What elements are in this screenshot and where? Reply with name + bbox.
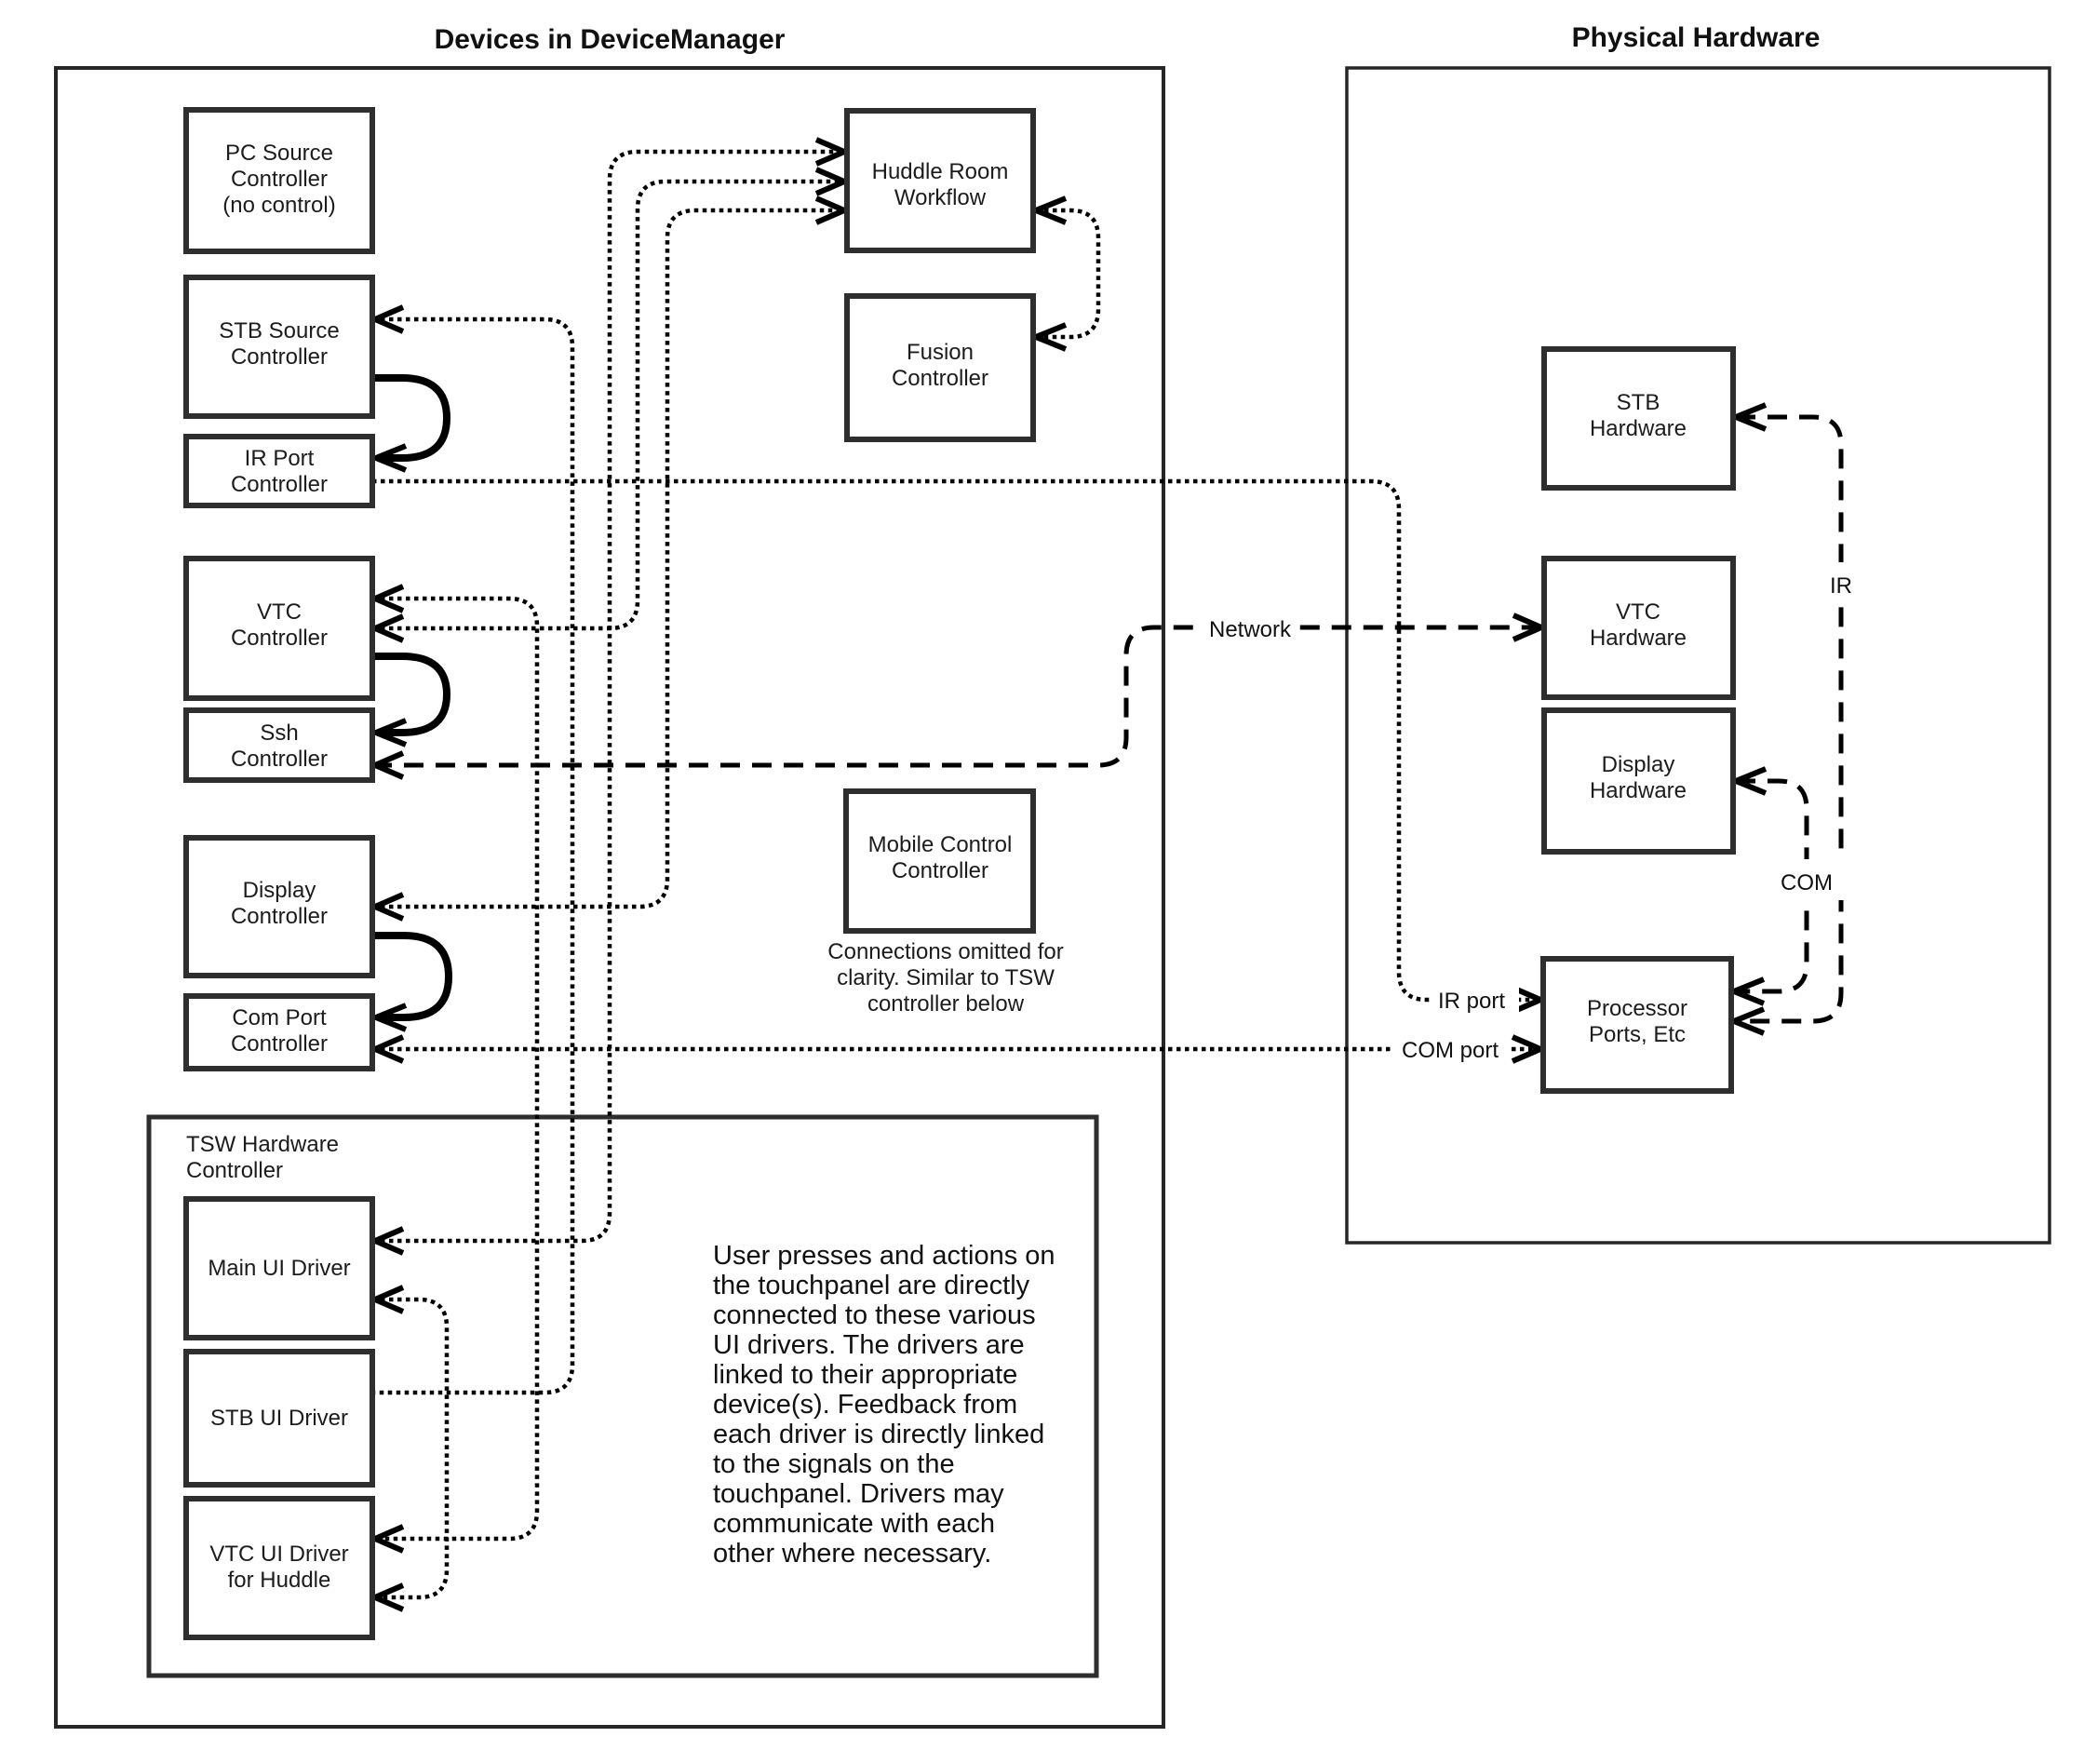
huddle-label-line1: Huddle Room [871, 159, 1009, 184]
stb-hardware-label-line2: Hardware [1589, 416, 1687, 441]
com-port-controller-label-line1: Com Port [232, 1005, 327, 1030]
connector-display-hardware-to-processor-com [1734, 769, 1844, 1003]
pc-source-controller-box [186, 110, 372, 251]
mobile-note-line3: controller below [867, 991, 1025, 1017]
tsw-label-line1: TSW Hardware [186, 1132, 340, 1157]
com-port-controller-label-line2: Controller [230, 1031, 329, 1057]
stb-ui-driver-label: STB UI Driver [209, 1406, 349, 1431]
stb-hardware-box [1544, 349, 1733, 488]
connector-vtc-to-ssh [372, 656, 447, 745]
vtc-hardware-box [1544, 559, 1733, 697]
connector-stb-source-to-ir-port [372, 378, 447, 470]
display-hardware-label-line2: Hardware [1589, 778, 1687, 803]
vtc-ui-driver-label-line2: for Huddle [227, 1568, 331, 1593]
tsw-label-line2: Controller [186, 1158, 284, 1183]
connector-ssh-to-vtc-hardware-network [372, 609, 1541, 777]
processor-label-line1: Processor [1586, 996, 1688, 1021]
processor-ports-box [1543, 959, 1731, 1091]
vtc-ui-driver-box [186, 1499, 372, 1637]
ir-port-controller-label-line2: Controller [230, 472, 329, 497]
tsw-note-line3: connected to these various [713, 1300, 1036, 1330]
vtc-hardware-label-line1: VTC [1616, 599, 1660, 625]
tsw-note-line6: device(s). Feedback from [713, 1390, 1018, 1420]
tsw-note-paragraph [713, 1241, 1055, 1569]
connector-stb-hardware-to-processor-ir [1734, 405, 1865, 1033]
ir-port-controller-label-line1: IR Port [244, 446, 315, 471]
display-controller-label-line1: Display [242, 878, 316, 903]
main-ui-driver-box [186, 1199, 372, 1338]
display-hardware-label-line1: Display [1601, 752, 1675, 777]
mobile-note-line2: clarity. Similar to TSW [837, 965, 1055, 990]
vtc-ui-driver-label-line1: VTC UI Driver [209, 1542, 349, 1567]
devices-title: Devices in DeviceManager [434, 24, 786, 55]
pc-source-label-line2: Controller [230, 167, 329, 192]
mobile-label-line1: Mobile Control [867, 832, 1013, 857]
mobile-note-line1: Connections omitted for [827, 939, 1064, 964]
connector-ir-port-to-processor [372, 481, 1540, 1017]
stb-hardware-label-line1: STB [1616, 390, 1660, 415]
huddle-room-workflow-box [847, 111, 1033, 250]
vtc-controller-label-line2: Controller [230, 626, 329, 651]
tsw-note-line11: other where necessary. [713, 1539, 992, 1569]
ir-port-label: IR port [1438, 989, 1506, 1014]
stb-ui-driver-box [186, 1352, 372, 1485]
stb-source-controller-box [186, 277, 372, 416]
main-ui-driver-label: Main UI Driver [208, 1256, 351, 1281]
vtc-controller-box [186, 559, 372, 698]
connector-display-to-com-port [372, 936, 449, 1030]
fusion-controller-box [847, 296, 1033, 439]
tsw-note-line8: to the signals on the [713, 1449, 955, 1479]
ssh-controller-label-line2: Controller [230, 747, 329, 772]
ssh-controller-box [186, 710, 372, 780]
com-label: COM [1781, 870, 1833, 895]
tsw-note-line4: UI drivers. The drivers are [713, 1330, 1025, 1360]
tsw-note-line2: the touchpanel are directly [713, 1271, 1030, 1300]
stb-source-label-line1: STB Source [219, 318, 340, 343]
fusion-label-line2: Controller [891, 366, 989, 391]
connector-main-ui-to-vtc-ui [372, 1287, 447, 1609]
display-controller-box [186, 838, 372, 976]
vtc-controller-label-line1: VTC [257, 599, 302, 625]
processor-label-line2: Ports, Etc [1588, 1022, 1687, 1047]
connector-com-port-to-processor [372, 1029, 1540, 1066]
tsw-note-line9: touchpanel. Drivers may [713, 1479, 1004, 1509]
ssh-controller-label-line1: Ssh [260, 720, 299, 746]
connector-huddle-to-fusion [1036, 198, 1098, 349]
tsw-note-line10: communicate with each [713, 1509, 996, 1539]
physical-title: Physical Hardware [1571, 22, 1821, 53]
tsw-note-line5: linked to their appropriate [713, 1360, 1018, 1390]
stb-source-label-line2: Controller [230, 344, 329, 370]
com-port-controller-box [186, 996, 372, 1069]
ir-port-controller-box [186, 437, 372, 505]
mobile-note [827, 939, 1063, 1017]
mobile-control-controller-box [846, 791, 1033, 931]
tsw-note-line1: User presses and actions on [713, 1241, 1055, 1271]
pc-source-label-line3: (no control) [222, 193, 336, 218]
vtc-hardware-label-line2: Hardware [1589, 626, 1687, 651]
ir-label: IR [1830, 573, 1852, 599]
huddle-label-line2: Workflow [894, 185, 987, 210]
display-controller-label-line2: Controller [230, 904, 329, 929]
com-port-label: COM port [1402, 1038, 1499, 1063]
mobile-label-line2: Controller [891, 858, 989, 883]
display-hardware-box [1544, 710, 1733, 852]
tsw-note-line7: each driver is directly linked [713, 1420, 1045, 1449]
pc-source-label-line1: PC Source [224, 141, 334, 166]
network-label: Network [1208, 617, 1292, 642]
fusion-label-line1: Fusion [906, 340, 975, 365]
